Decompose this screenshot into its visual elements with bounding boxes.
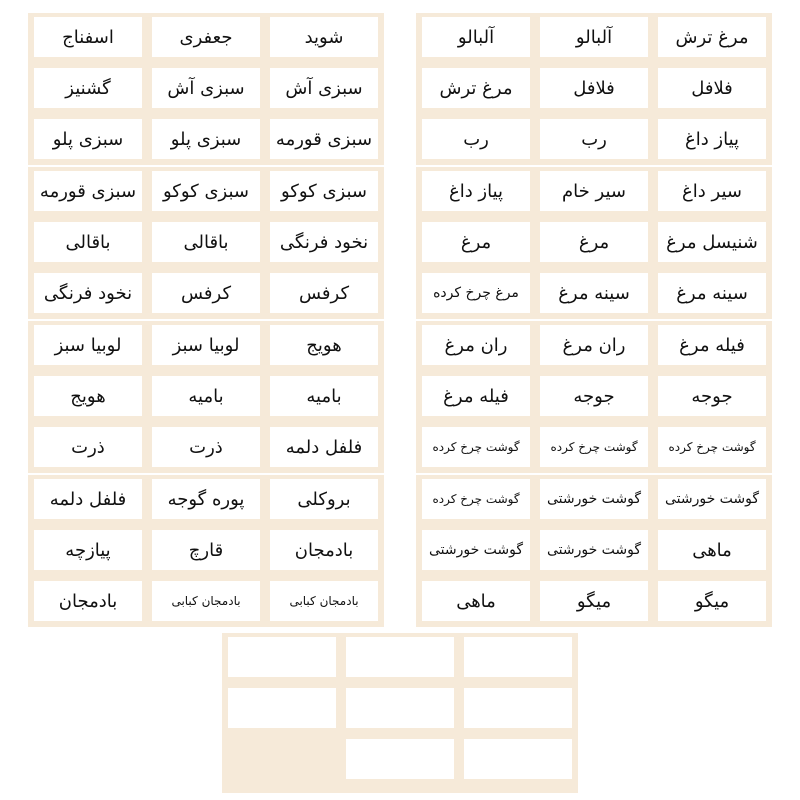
label-cell: میگو [540, 581, 648, 621]
label-cell: جوجه [540, 376, 648, 416]
block-right-2 [416, 167, 772, 319]
label-cell [464, 637, 572, 677]
label-cell: سبزی آش [152, 68, 260, 108]
label-cell [228, 637, 336, 677]
label-cell: سبزی کوکو [152, 171, 260, 211]
label-cell: شنیسل مرغ [658, 222, 766, 262]
label-cell: پوره گوجه [152, 479, 260, 519]
label-cell: شوید [270, 17, 378, 57]
label-cell: گوشت خورشتی [540, 530, 648, 570]
label-cell: بادمجان [34, 581, 142, 621]
label-cell: اسفناج [34, 17, 142, 57]
label-cell: نخود فرنگی [34, 273, 142, 313]
label-cell: گوشت چرخ کرده [658, 427, 766, 467]
label-cell: گوشت چرخ کرده [422, 479, 530, 519]
label-cell: سبزی قورمه [34, 171, 142, 211]
label-cell: ماهی [658, 530, 766, 570]
label-cell: ذرت [34, 427, 142, 467]
label-cell: قارچ [152, 530, 260, 570]
label-cell [346, 637, 454, 677]
block-right-3 [416, 321, 772, 473]
label-cell [346, 739, 454, 779]
label-cell: ران مرغ [540, 325, 648, 365]
label-cell: میگو [658, 581, 766, 621]
label-cell: گشنیز [34, 68, 142, 108]
label-cell: بادمجان کبابی [152, 581, 260, 621]
label-cell [464, 688, 572, 728]
label-cell: پیازچه [34, 530, 142, 570]
label-cell: بروکلی [270, 479, 378, 519]
label-cell: بادمجان کبابی [270, 581, 378, 621]
label-cell: رب [422, 119, 530, 159]
label-cell: پیاز داغ [658, 119, 766, 159]
label-cell [228, 688, 336, 728]
label-cell: هویج [34, 376, 142, 416]
label-cell: آلبالو [422, 17, 530, 57]
label-cell: گوشت چرخ کرده [540, 427, 648, 467]
block-left-3 [28, 321, 384, 473]
label-cell: گوشت خورشتی [540, 479, 648, 519]
label-cell: مرغ [540, 222, 648, 262]
label-cell: فلفل دلمه [34, 479, 142, 519]
label-cell: بامیه [270, 376, 378, 416]
label-cell: پیاز داغ [422, 171, 530, 211]
label-cell: فلافل [540, 68, 648, 108]
label-cell: سبزی آش [270, 68, 378, 108]
label-cell: فلفل دلمه [270, 427, 378, 467]
label-cell: سبزی پلو [34, 119, 142, 159]
label-cell: سبزی قورمه [270, 119, 378, 159]
label-cell: مرغ چرخ کرده [422, 273, 530, 313]
label-cell: مرغ ترش [658, 17, 766, 57]
label-cell: باقالی [152, 222, 260, 262]
label-cell [464, 739, 572, 779]
block-left-2 [28, 167, 384, 319]
label-cell: ماهی [422, 581, 530, 621]
label-cell: سبزی کوکو [270, 171, 378, 211]
label-cell: نخود فرنگی [270, 222, 378, 262]
label-cell: کرفس [270, 273, 378, 313]
block-bottom [222, 633, 578, 793]
label-cell: آلبالو [540, 17, 648, 57]
label-cell: جوجه [658, 376, 766, 416]
label-cell: گوشت چرخ کرده [422, 427, 530, 467]
label-cell: گوشت خورشتی [422, 530, 530, 570]
label-cell: هویج [270, 325, 378, 365]
label-cell: سینه مرغ [540, 273, 648, 313]
label-cell: لوبیا سبز [152, 325, 260, 365]
label-cell: فیله مرغ [658, 325, 766, 365]
label-cell: ذرت [152, 427, 260, 467]
label-cell: باقالی [34, 222, 142, 262]
label-cell: مرغ [422, 222, 530, 262]
label-cell: سیر خام [540, 171, 648, 211]
label-cell: گوشت خورشتی [658, 479, 766, 519]
label-cell: جعفری [152, 17, 260, 57]
label-cell: رب [540, 119, 648, 159]
block-left-4 [28, 475, 384, 627]
label-cell: بامیه [152, 376, 260, 416]
block-left-1 [28, 13, 384, 165]
label-cell: فلافل [658, 68, 766, 108]
label-cell: سینه مرغ [658, 273, 766, 313]
label-cell: فیله مرغ [422, 376, 530, 416]
label-cell: سبزی پلو [152, 119, 260, 159]
label-cell: کرفس [152, 273, 260, 313]
label-cell: ران مرغ [422, 325, 530, 365]
label-cell: لوبیا سبز [34, 325, 142, 365]
label-cell: مرغ ترش [422, 68, 530, 108]
block-right-4 [416, 475, 772, 627]
label-cell: بادمجان [270, 530, 378, 570]
block-right-1 [416, 13, 772, 165]
label-cell [346, 688, 454, 728]
label-cell: سیر داغ [658, 171, 766, 211]
